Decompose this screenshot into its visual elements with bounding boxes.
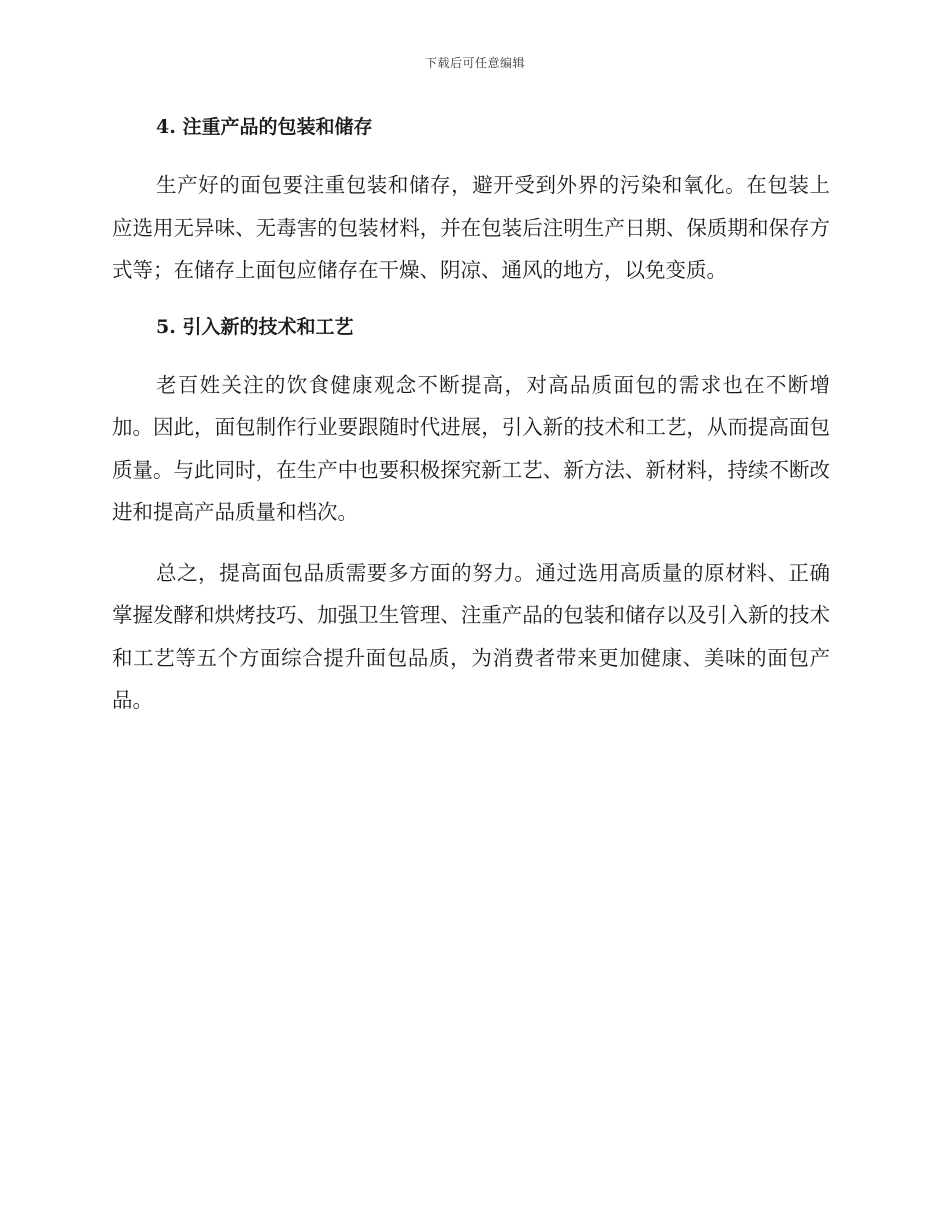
spacer: [112, 292, 830, 308]
spacer: [112, 146, 830, 164]
page-header-note: 下载后可任意编辑: [424, 56, 525, 70]
conclusion-paragraph: 总之，提高面包品质需要多方面的努力。通过选用高质量的原材料、正确掌握发酵和烘烤技巧、加强卫生管理、注重产品的包装和储存以及引入新的技术和工艺等五个方面综合提升面包品质，为消费者带来更加健康、美味的面包产品。: [112, 560, 830, 712]
spacer: [112, 346, 830, 364]
section-heading-packaging: 4. 注重产品的包装和储存: [156, 116, 373, 138]
document-body: [112, 108, 830, 722]
section-heading-technology: 5. 引入新的技术和工艺: [156, 315, 354, 338]
section-paragraph-packaging: 生产好的面包要注重包装和储存，避开受到外界的污染和氧化。在包装上应选用无异味、无毒害的包装材料，并在包装后注明生产日期、保质期和保存方式等；在储存上面包应储存在干燥、阴凉、通风的地方，以免变质。: [112, 173, 830, 282]
section-paragraph-technology: 老百姓关注的饮食健康观念不断提高，对高品质面包的需求也在不断增加。因此，面包制作行业要跟随时代进展，引入新的技术和工艺，从而提高面包质量。与此同时，在生产中也要积极探究新工艺、新方法、新材料，持续不断改进和提高产品质量和档次。: [112, 372, 830, 524]
spacer: [112, 534, 830, 552]
